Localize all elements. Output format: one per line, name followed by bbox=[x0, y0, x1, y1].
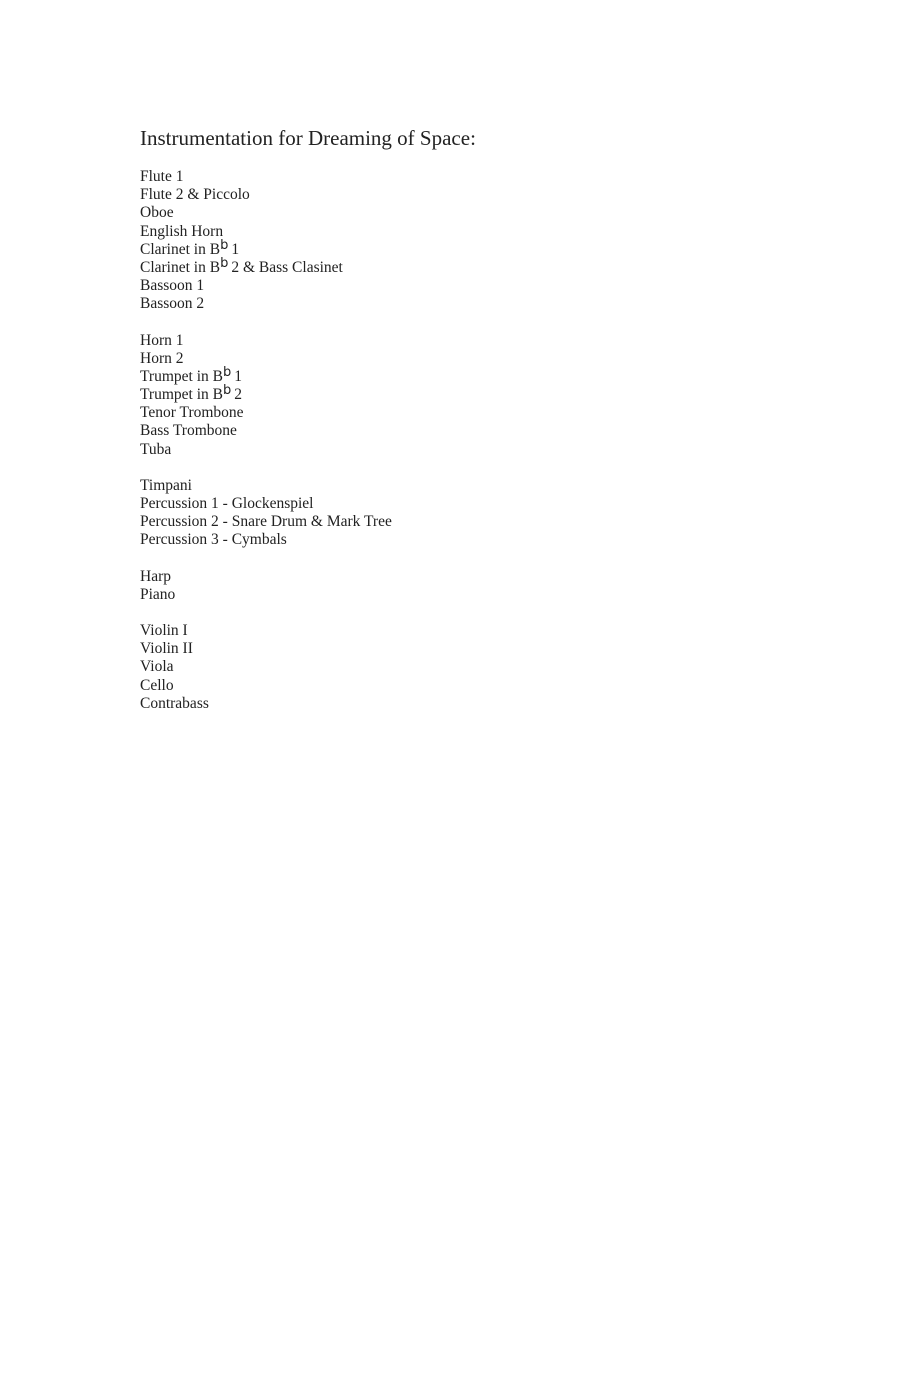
instrument-item bbox=[140, 477, 840, 495]
instrument-name: Cello bbox=[140, 676, 174, 694]
instrument-item bbox=[140, 364, 840, 386]
flat-sign: b bbox=[220, 237, 229, 253]
instrument-name: Tenor Trombone bbox=[140, 404, 244, 422]
instrument-group bbox=[140, 332, 840, 459]
instrument-name: Viola bbox=[140, 658, 174, 676]
instrument-item bbox=[140, 658, 840, 676]
instrument-item bbox=[140, 277, 840, 295]
instrument-item bbox=[140, 586, 840, 604]
instrument-item bbox=[140, 568, 840, 586]
instrumentation-page bbox=[140, 124, 840, 731]
flat-sign: b bbox=[220, 255, 229, 271]
instrument-group bbox=[140, 168, 840, 314]
instrument-group bbox=[140, 477, 840, 550]
flat-sign: b bbox=[222, 383, 232, 399]
instrument-suffix: 1 bbox=[234, 367, 242, 385]
instrument-item bbox=[140, 223, 840, 241]
instrument-name: Contrabass bbox=[140, 694, 209, 712]
instrument-name: English Horn bbox=[140, 222, 224, 240]
instrument-suffix: 2 bbox=[234, 386, 242, 404]
instrument-item bbox=[140, 422, 840, 440]
instrument-name: Violin II bbox=[140, 640, 193, 658]
instrument-name: Harp bbox=[140, 567, 171, 585]
instrument-name: Timpani bbox=[140, 476, 192, 494]
instrument-item bbox=[140, 622, 840, 640]
instrument-group bbox=[140, 568, 840, 604]
instrument-item bbox=[140, 513, 840, 531]
instrument-item bbox=[140, 295, 840, 313]
instrument-name: Trumpet in B bbox=[140, 367, 223, 385]
instrument-name: Violin I bbox=[140, 621, 188, 639]
instrument-suffix: 1 bbox=[231, 240, 240, 258]
instrument-item bbox=[140, 677, 840, 695]
instrument-item bbox=[140, 332, 840, 350]
instrument-group bbox=[140, 622, 840, 713]
instrument-item bbox=[140, 237, 840, 259]
instrument-item bbox=[140, 186, 840, 204]
instrument-name: Bassoon 1 bbox=[140, 277, 205, 295]
instrument-name: Bass Trombone bbox=[140, 422, 237, 440]
flat-sign: b bbox=[222, 364, 232, 380]
instrument-suffix: 2 & Bass Clasinet bbox=[231, 258, 343, 276]
instrument-name: Tuba bbox=[140, 440, 172, 458]
instrument-item bbox=[140, 168, 840, 186]
instrument-item bbox=[140, 350, 840, 368]
instrument-name: Bassoon 2 bbox=[140, 295, 205, 313]
instrument-groups bbox=[140, 168, 840, 713]
instrument-name: Flute 1 bbox=[140, 168, 184, 185]
page-title: Instrumentation for Dreaming of Space: bbox=[140, 126, 476, 150]
instrument-name: Clarinet in B bbox=[140, 258, 221, 276]
instrument-name: Trumpet in B bbox=[140, 386, 223, 404]
instrument-item bbox=[140, 441, 840, 459]
instrument-item bbox=[140, 404, 840, 422]
instrument-name: Oboe bbox=[140, 204, 174, 222]
instrument-item bbox=[140, 531, 840, 549]
instrument-name: Percussion 2 - Snare Drum & Mark Tree bbox=[140, 513, 392, 531]
instrument-item bbox=[140, 383, 840, 404]
instrument-item bbox=[140, 495, 840, 513]
instrument-item bbox=[140, 640, 840, 658]
instrument-name: Flute 2 & Piccolo bbox=[140, 186, 250, 204]
instrument-name: Horn 2 bbox=[140, 349, 184, 367]
instrument-name: Horn 1 bbox=[140, 331, 184, 349]
instrument-item bbox=[140, 255, 840, 277]
instrument-item bbox=[140, 204, 840, 222]
instrument-name: Clarinet in B bbox=[140, 240, 221, 258]
instrument-name: Piano bbox=[140, 585, 176, 603]
instrument-item bbox=[140, 695, 840, 713]
instrument-name: Percussion 3 - Cymbals bbox=[140, 531, 287, 549]
instrument-name: Percussion 1 - Glockenspiel bbox=[140, 495, 314, 512]
